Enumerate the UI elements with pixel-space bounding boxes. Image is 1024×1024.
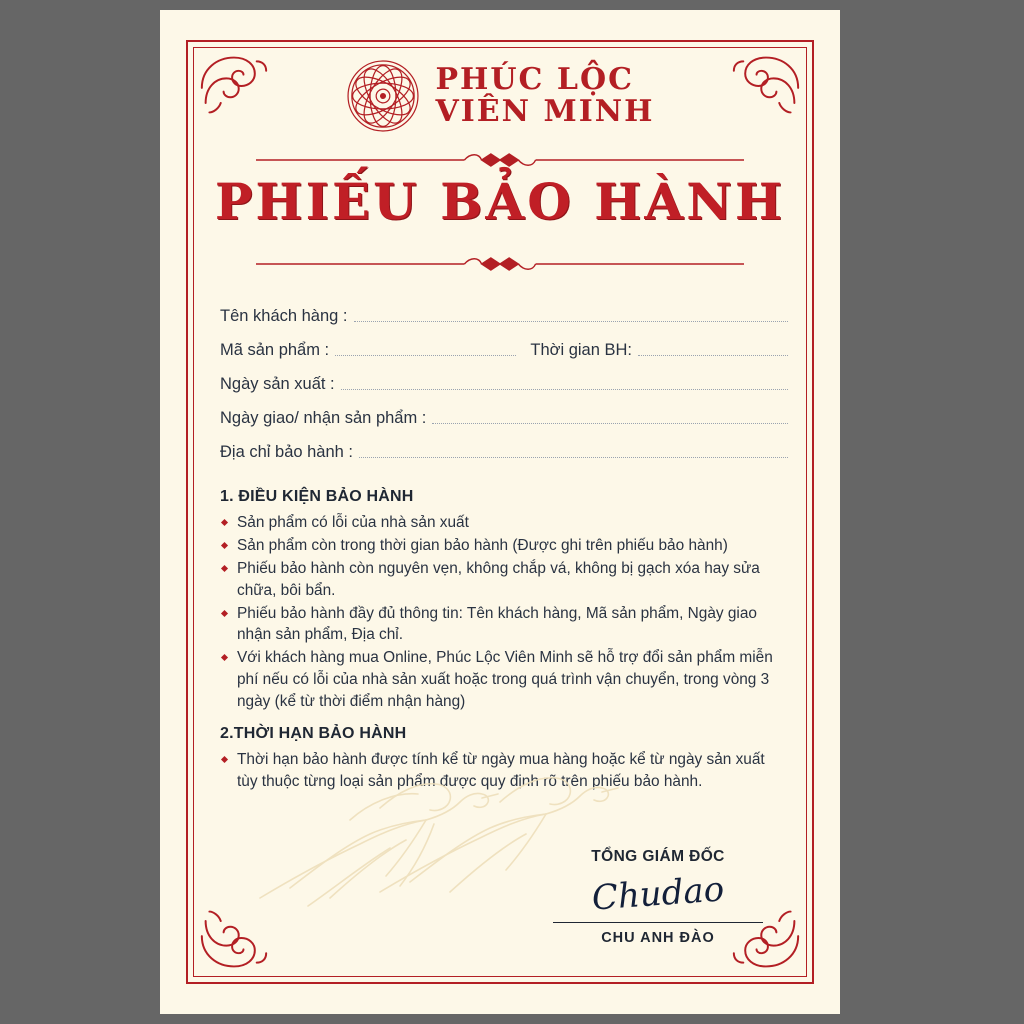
field-row-warranty-address [220,430,792,464]
list-item: Phiếu bảo hành còn nguyên vẹn, không chắp vá, không bị gạch xóa hay sửa chữa, bôi bẩn. [220,558,788,602]
field-input-product-code[interactable] [335,354,516,356]
diamond-divider-ornament-top [256,150,744,170]
page-title: PHIẾU BẢO HÀNH [214,172,786,231]
list-item: Phiếu bảo hành đầy đủ thông tin: Tên khách hàng, Mã sản phẩm, Ngày giao nhận sản phẩm, Địa chỉ. [220,603,788,647]
mandala-lotus-icon [345,58,421,134]
field-row-product-code [220,328,792,362]
corner-scroll-ornament-bottom-left [196,904,272,974]
field-input-delivery-date[interactable] [432,422,788,424]
customer-fields [220,294,792,464]
signature-script: Chudao [590,869,726,919]
field-label-warranty-address: Địa chỉ bảo hành : [220,443,354,461]
field-input-warranty-period[interactable] [638,354,788,356]
field-label-customer-name: Tên khách hàng : [220,307,348,325]
list-item: Sản phẩm có lỗi của nhà sản xuất [220,512,788,534]
field-row-manufacture-date [220,362,792,396]
brand-line-2: VIÊN MINH [435,94,655,129]
brand-name [435,64,654,128]
diamond-divider-ornament-bottom [256,254,744,274]
brand-lockup [160,58,840,134]
field-input-customer-name[interactable] [354,320,788,322]
list-item: Thời hạn bảo hành được tính kể từ ngày mua hàng hoặc kể từ ngày sản xuất tùy thuộc từng loại sản phẩm được quy định rõ trên phiếu bảo hành. [220,749,788,793]
field-input-manufacture-date[interactable] [341,388,788,390]
list-item: Với khách hàng mua Online, Phúc Lộc Viên Minh sẽ hỗ trợ đổi sản phẩm miễn phí nếu có lỗi của nhà sản xuất hoặc trong quá trình vận chuyển, trong vòng 3 ngày (kể từ thời điểm nhận hàng) [220,647,788,713]
signature-title: TỔNG GIÁM ĐỐC [591,848,725,865]
signature-block [538,848,778,946]
field-label-manufacture-date: Ngày sản xuất : [220,375,335,393]
field-label-product-code: Mã sản phẩm : [220,341,330,359]
section-heading-duration: 2.THỜI HẠN BẢO HÀNH [220,724,407,742]
signature-rule [553,922,763,923]
field-row-customer-name [220,294,792,328]
field-input-warranty-address[interactable] [359,456,788,458]
field-label-warranty-period: Thời gian BH: [530,341,632,359]
conditions-list [220,512,788,713]
terms-body [220,488,788,794]
duration-list [220,749,788,793]
warranty-card [160,10,840,1014]
brand-line-1: PHÚC LỘC [435,62,634,98]
signature-name: CHU ANH ĐÀO [601,930,715,946]
field-row-delivery-date [220,396,792,430]
section-heading-conditions: 1. ĐIỀU KIỆN BẢO HÀNH [220,488,414,505]
list-item: Sản phẩm còn trong thời gian bảo hành (Được ghi trên phiếu bảo hành) [220,535,788,557]
field-label-delivery-date: Ngày giao/ nhận sản phẩm : [220,409,427,427]
